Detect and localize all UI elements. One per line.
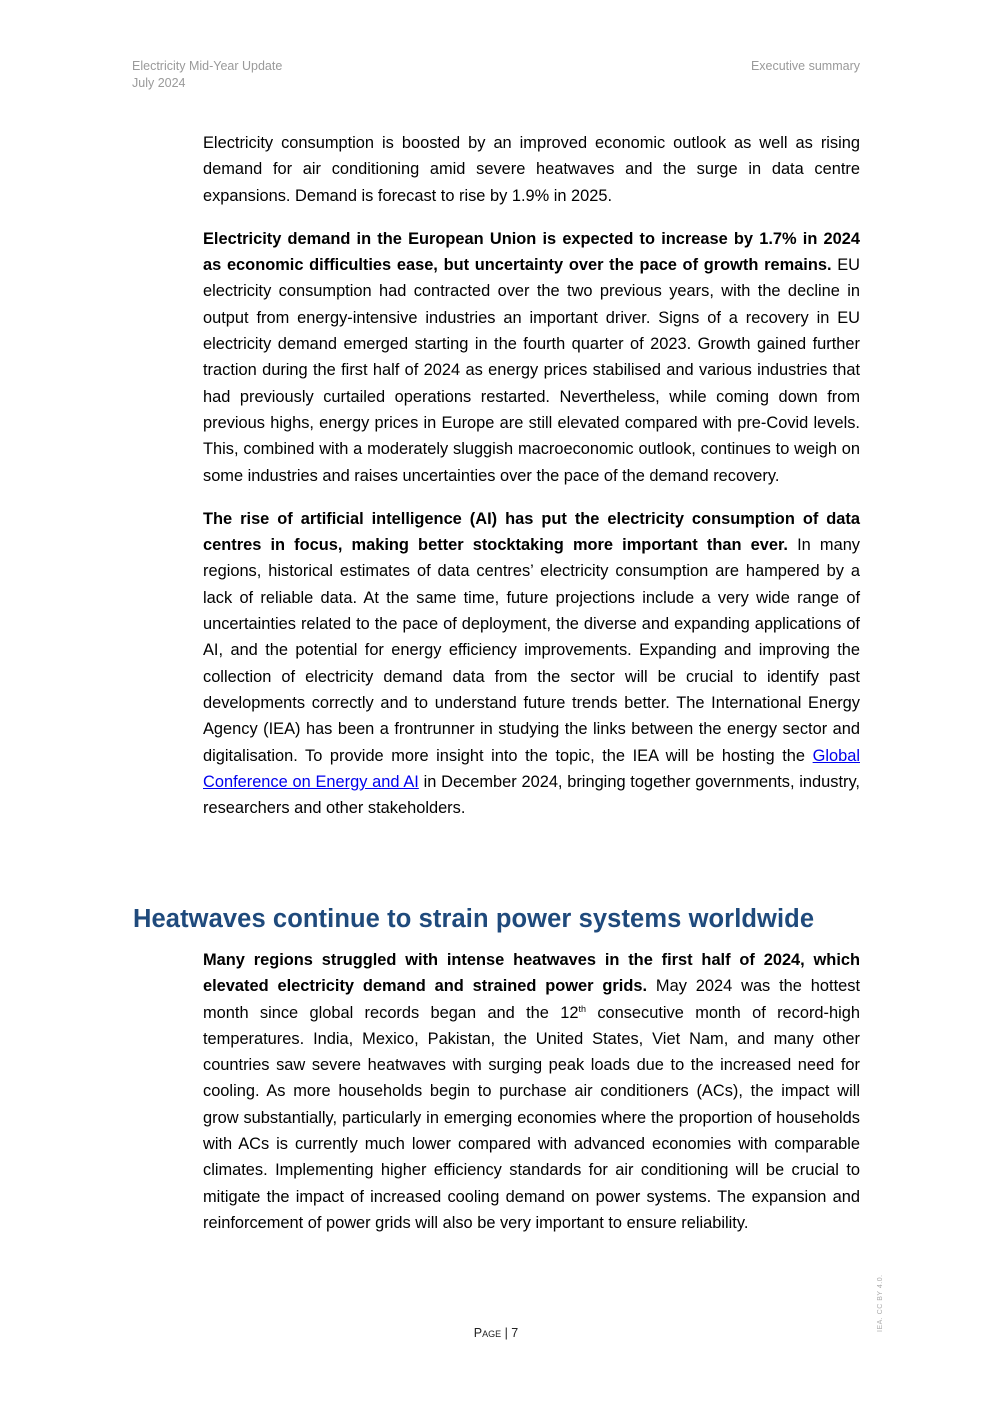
paragraph: Many regions struggled with intense heatwaves in the first half of 2024, which elevated electricity demand and strained power grids. May 2024 was the hottest month since global records began and the 12th consecutive month of record-high temperatures. India, Mexico, Pakistan, the United States, Viet Nam, and many other countries saw severe heatwaves with surging peak loads due to the increased need for cooling. As more households begin to purchase air conditioners (ACs), the impact will grow substantially, particularly in emerging economies where the proportion of households with ACs is currently much lower compared with advanced economies with comparable climates. Implementing higher efficiency standards for air conditioning will be crucial to mitigate the impact of increased cooling demand on power systems. The expansion and reinforcement of power grids will also be very important to ensure reliability. [203, 951, 860, 1232]
section-heading: Heatwaves continue to strain power systems worldwide [133, 905, 815, 933]
license-note: IEA. CC BY 4.0. [877, 1274, 884, 1332]
page-number: 7 [511, 1326, 519, 1340]
report-title: Electricity Mid-Year Update [132, 59, 283, 73]
page-footer: Page | 7 [473, 1326, 519, 1340]
running-header-left [132, 58, 282, 92]
report-date: July 2024 [132, 76, 186, 90]
section-body [203, 947, 860, 1236]
paragraph: Electricity demand in the European Union is expected to increase by 1.7% in 2024 as economic difficulties ease, but uncertainty over the pace of growth remains. EU electricity consumption had contracted over the two previous years, with the decline in output from energy-intensive industries an important driver. Signs of a recovery in EU electricity demand emerged starting in the fourth quarter of 2023. Growth gained further traction during the first half of 2024 as energy prices stabilised and various industries that had previously curtailed operations restarted. Nevertheless, while coming down from previous highs, energy prices in Europe are still elevated compared with pre-Covid levels. This, combined with a moderately sluggish macroeconomic outlook, continues to weigh on some industries and raises uncertainties over the pace of the demand recovery. [203, 229, 860, 485]
paragraph-lead: Electricity demand in the European Union is expected to increase by 1.7% in 2024 as economic difficulties ease, but uncertainty over the pace of growth remains. [203, 229, 860, 275]
section-name: Executive summary [750, 59, 860, 73]
conference-link[interactable]: Global Conference on Energy and AI [203, 746, 860, 791]
body-text [203, 130, 860, 838]
paragraph-lead: The rise of artificial intelligence (AI) has put the electricity consumption of data centres in focus, making better stocktaking more important than ever. [203, 509, 860, 555]
paragraph-lead: Many regions struggled with intense heatwaves in the first half of 2024, which elevated electricity demand and strained power grids. [203, 951, 860, 996]
page-label: Page [473, 1326, 502, 1340]
paragraph: Electricity consumption is boosted by an improved economic outlook as well as rising demand for air conditioning amid severe heatwaves and the surge in data centre expansions. Demand is forecast to rise by 1.9% in 2025. [203, 134, 860, 205]
paragraph: The rise of artificial intelligence (AI) has put the electricity consumption of data centres in focus, making better stocktaking more important than ever. In many regions, historical estimates of data centres’ electricity consumption are hampered by a lack of reliable data. At the same time, future projections include a very wide range of uncertainties related to the pace of deployment, the diverse and expanding applications of AI, and the potential for energy efficiency improvements. Expanding and improving the collection of electricity demand data from the sector will be crucial to identify past developments correctly and to understand future trends better. The International Energy Agency (IEA) has been a frontrunner in studying the links between the energy sector and digitalisation. To provide more insight into the topic, the IEA will be hosting the Global Conference on Energy and AI in December 2024, bringing together governments, industry, researchers and other stakeholders. [203, 509, 861, 818]
